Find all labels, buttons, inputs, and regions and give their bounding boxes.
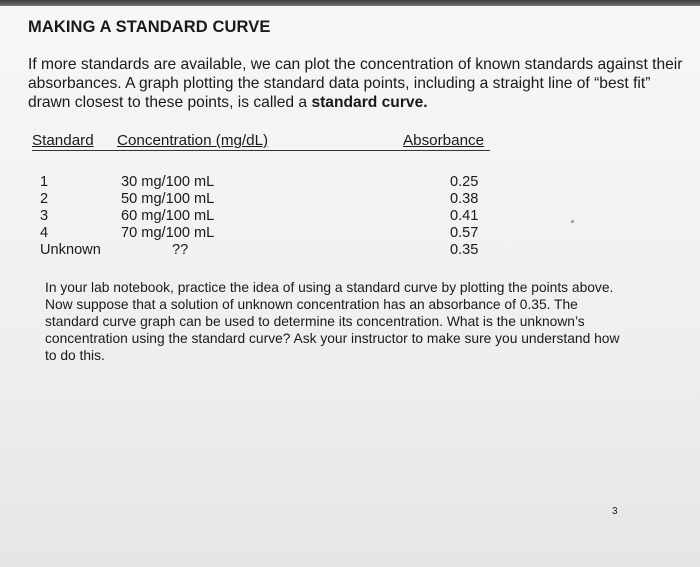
header-standard: Standard — [32, 132, 94, 149]
header-absorbance: Absorbance — [403, 132, 485, 149]
page-title: MAKING A STANDARD CURVE — [28, 18, 271, 36]
header-rule — [32, 150, 490, 151]
instructions-paragraph — [45, 279, 695, 364]
intro-line — [28, 93, 700, 112]
intro-paragraph — [28, 55, 700, 112]
header-concentration: Concentration (mg/dL) — [117, 132, 269, 149]
absorbance-cell: 0.57 — [450, 225, 479, 241]
instructions-line: Now suppose that a solution of unknown concentration has an absorbance of 0.35. The — [45, 297, 578, 312]
absorbance-cell: 0.38 — [450, 191, 479, 207]
table-row — [0, 225, 700, 243]
standard-cell: 2 — [40, 191, 49, 207]
instructions-line: concentration using the standard curve? Ask your instructor to make sure you understand how — [45, 331, 620, 346]
intro-line: absorbances. A graph plotting the standard data points, including a straight line of “best fit” — [28, 75, 651, 92]
absorbance-cell: 0.35 — [450, 242, 479, 258]
concentration-cell: 30 mg/100 mL — [121, 174, 215, 190]
instructions-line: In your lab notebook, practice the idea of using a standard curve by plotting the points above. — [45, 280, 614, 295]
table-row — [0, 242, 700, 260]
concentration-cell: 50 mg/100 mL — [121, 191, 215, 207]
standard-curve-term: standard curve. — [311, 94, 428, 111]
instructions-line: to do this. — [45, 348, 105, 363]
standard-cell: 3 — [40, 208, 49, 224]
concentration-cell: ?? — [172, 242, 189, 258]
table-row — [0, 208, 700, 226]
intro-line: If more standards are available, we can plot the concentration of known standards against their — [28, 56, 683, 73]
concentration-cell: 60 mg/100 mL — [121, 208, 215, 224]
table-row — [0, 174, 700, 192]
document-page — [0, 6, 700, 567]
intro-line-text: drawn closest to these points, is called a — [28, 94, 312, 111]
standard-cell: Unknown — [40, 242, 101, 258]
standard-cell: 1 — [40, 174, 49, 190]
standard-cell: 4 — [40, 225, 49, 241]
instructions-line: standard curve graph can be used to determine its concentration. What is the unknown’s — [45, 314, 585, 329]
speck — [571, 220, 574, 223]
absorbance-cell: 0.41 — [450, 208, 479, 224]
table-row — [0, 191, 700, 209]
page-number: 3 — [612, 506, 618, 517]
absorbance-cell: 0.25 — [450, 174, 479, 190]
concentration-cell: 70 mg/100 mL — [121, 225, 215, 241]
